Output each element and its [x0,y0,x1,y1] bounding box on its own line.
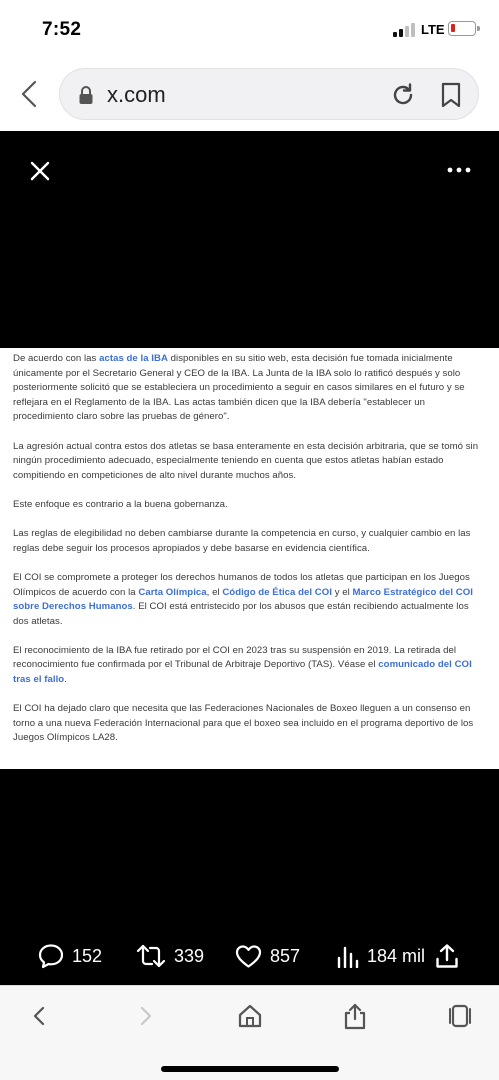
like-count: 857 [270,945,301,966]
views-count: 184 mil [367,945,426,966]
document-image [0,348,499,769]
repost-icon [136,943,166,969]
paragraph-7: El COI ha dejado claro que necesita que las Federaciones Nacionales de Boxeo lleguen a un consenso en torno a una nueva Federación Internacional para que el boxeo sea incluido en el programa deportivo de los Juegos Olímpicos LA28. [13,703,474,744]
media-viewer [0,131,499,985]
browser-forward-icon[interactable] [131,1002,159,1030]
link-comunicado-coi[interactable]: comunicado del COI tras el fallo [13,659,472,686]
heart-icon [235,944,262,969]
paragraph-5: El COI se compromete a proteger los derechos humanos de todos los atletas que participan en los Juegos Olímpicos de acuerdo con la Carta Olímpica, el Código de Ética del COI y el Marco Estratégico del COI sobre Derechos Humanos. El COI está entristecido por los abusos que están recibiendo actualmente los dos atletas. [13,571,473,627]
battery-icon [448,21,476,36]
more-options-icon[interactable] [446,166,472,174]
reply-button[interactable] [38,936,102,976]
close-icon[interactable] [28,159,52,183]
repost-button[interactable] [136,936,204,976]
status-time: 7:52 [42,19,82,40]
link-codigo-etica[interactable]: Código de Ética del COI [222,586,332,598]
bookmark-icon[interactable] [440,82,462,108]
reply-count: 152 [72,945,103,966]
address-bar [0,58,499,131]
back-arrow-icon[interactable] [15,78,43,110]
paragraph-6: El reconocimiento de la IBA fue retirado por el COI en 2023 tras su suspensión en 2019. La retirada del reconocimiento fue confirmada por el Tribunal de Arbitraje Deportivo (TAS). Véase el comunicado del COI tras el fallo. [13,644,472,686]
url-field[interactable] [59,68,479,120]
tabs-icon[interactable] [446,1002,474,1030]
share-icon [435,943,459,969]
lock-icon [78,85,94,105]
signal-icon [393,23,415,37]
share-page-icon[interactable] [341,1002,369,1030]
share-button[interactable] [435,936,467,976]
paragraph-3: Este enfoque es contrario a la buena gobernanza. [13,498,228,510]
network-label: LTE [421,22,445,37]
link-actas-iba[interactable]: actas de la IBA [99,353,168,364]
browser-back-icon[interactable] [26,1002,54,1030]
paragraph-2: La agresión actual contra estos dos atletas se basa enteramente en esta decisión arbitraria, que se tomó sin ningún procedimiento adecuado, especialmente teniendo en cuenta que estos atletas habían estado compitiendo en competiciones de alto nivel durante muchos años. [13,440,479,481]
paragraph-1: De acuerdo con las actas de la IBA disponibles en su sitio web, esta decisión fue tomada inicialmente únicamente por el Secretario General y CEO de la IBA. La Junta de la IBA solo lo ratificó después y solo posteriormente solicitó que se estableciera un procedimiento a seguir en casos similares en el futuro y se reflejara en el Reglamento de la IBA. Las actas también dicen que la IBA debería "establecer un procedimiento claro sobre las pruebas de género". [13,353,465,423]
link-carta-olimpica[interactable]: Carta Olímpica [138,586,207,598]
post-actions [0,936,499,976]
repost-count: 339 [174,945,205,966]
status-bar [0,0,499,58]
paragraph-4: Las reglas de elegibilidad no deben cambiarse durante la competencia en curso, y cualquier cambio en las reglas debe seguir los procesos apropiados y debe basarse en evidencia científica. [13,528,471,554]
views-icon [337,944,359,968]
home-indicator [161,1066,339,1072]
link-marco-estrategico[interactable]: Marco Estratégico del COI sobre Derechos Humanos [13,586,473,613]
browser-toolbar [0,985,499,1080]
home-icon[interactable] [236,1002,264,1030]
like-button[interactable] [235,936,300,976]
reload-icon[interactable] [390,82,416,108]
views-button[interactable] [337,936,425,976]
url-text: x.com [107,82,166,107]
reply-icon [38,943,64,969]
